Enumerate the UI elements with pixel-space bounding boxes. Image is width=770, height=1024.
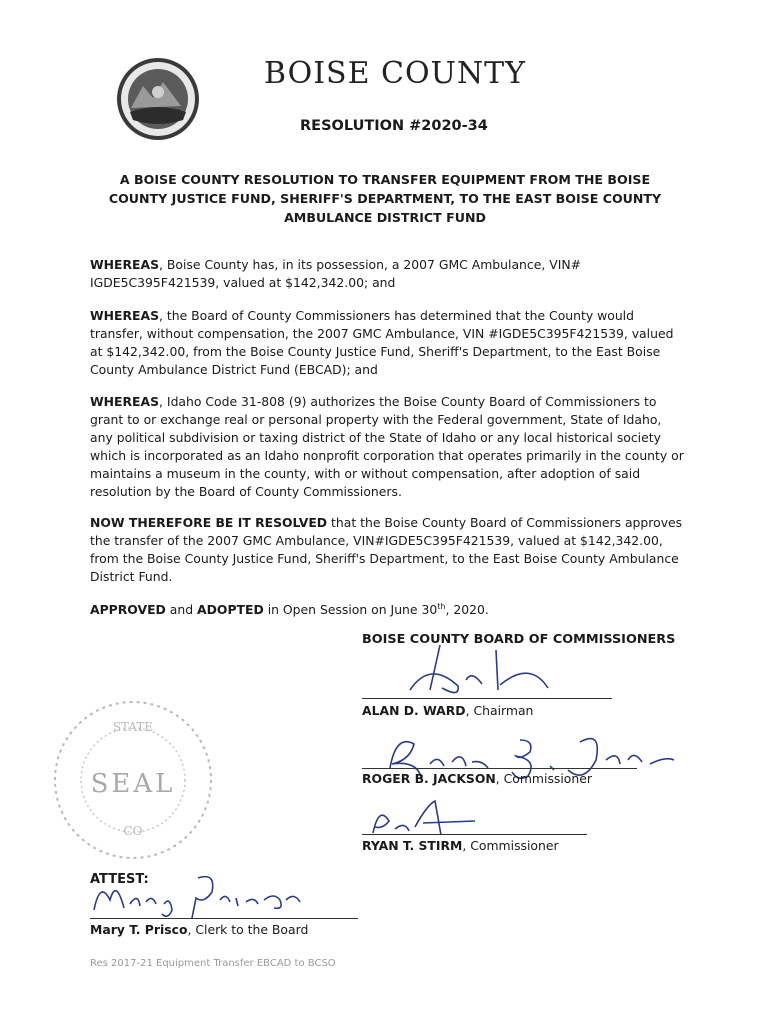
embossed-seal bbox=[48, 695, 218, 865]
resolved-paragraph: NOW THEREFORE BE IT RESOLVED that the Boise County Board of Commissioners approves the transfer of the 2007 GMC Ambulance, VIN#IGDE5C395F421539, valued at $142,342.00, from the Boise County Justice Fund, Sheriff's Department, to the East Boise County Ambulance District Fund. bbox=[90, 515, 683, 584]
attest-signer: Mary T. Prisco, Clerk to the Board bbox=[90, 922, 309, 937]
whereas-paragraph-2: WHEREAS, the Board of County Commissioners has determined that the County would transfer, without compensation, the 2007 GMC Ambulance, VIN #IGDE5C395F421539, valued at $142,342.00, from the Boise County Justice Fund, Sheriff's Department, to the East Boise County Ambulance District Fund (EBCAD); and bbox=[90, 308, 674, 377]
signature-alan-ward bbox=[400, 640, 560, 705]
svg-text:SEAL: SEAL bbox=[90, 769, 176, 799]
county-name: BOISE COUNTY bbox=[264, 56, 526, 91]
whereas-paragraph-3: WHEREAS, Idaho Code 31-808 (9) authorizes the Boise County Board of Commissioners to grant to or exchange real or personal property with the Federal government, State of Idaho, any political subdivision or taxing district of the State of Idaho or any local historical society which is incorporated as an Idaho nonprofit corporation that operates primarily in the county or maintains a museum in the county, with or without compensation, after adoption of said resolution by the Board of County Commissioners. bbox=[90, 394, 684, 499]
signature-line-2 bbox=[362, 768, 637, 769]
footer-note: Res 2017-21 Equipment Transfer EBCAD to BCSO bbox=[90, 958, 336, 969]
resolution-title: A BOISE COUNTY RESOLUTION TO TRANSFER EQUIPMENT FROM THE BOISE COUNTY JUSTICE FUND, SHERIFF'S DEPARTMENT, TO THE EAST BOISE COUNTY AMBULANCE DISTRICT FUND bbox=[108, 172, 662, 225]
svg-text:CO: CO bbox=[123, 824, 143, 838]
signer-2: ROGER B. JACKSON, Commissioner bbox=[362, 771, 592, 786]
resolution-number: RESOLUTION #2020-34 bbox=[300, 118, 488, 134]
county-seal-logo bbox=[103, 56, 213, 142]
signer-1: ALAN D. WARD, Chairman bbox=[362, 703, 534, 718]
signer-3: RYAN T. STIRM, Commissioner bbox=[362, 838, 559, 853]
signature-mary-prisco bbox=[88, 870, 308, 922]
whereas-paragraph-1: WHEREAS, Boise County has, in its possession, a 2007 GMC Ambulance, VIN# IGDE5C395F421539, valued at $142,342.00; and bbox=[90, 257, 582, 290]
svg-text:STATE: STATE bbox=[112, 720, 154, 734]
attest-label: ATTEST: bbox=[90, 872, 149, 887]
board-heading: BOISE COUNTY BOARD OF COMMISSIONERS bbox=[362, 632, 676, 647]
adoption-statement: APPROVED and ADOPTED in Open Session on June 30th, 2020. bbox=[90, 602, 489, 618]
signature-line-1 bbox=[362, 698, 612, 699]
attest-signature-line bbox=[90, 918, 358, 919]
signature-line-3 bbox=[362, 834, 587, 835]
